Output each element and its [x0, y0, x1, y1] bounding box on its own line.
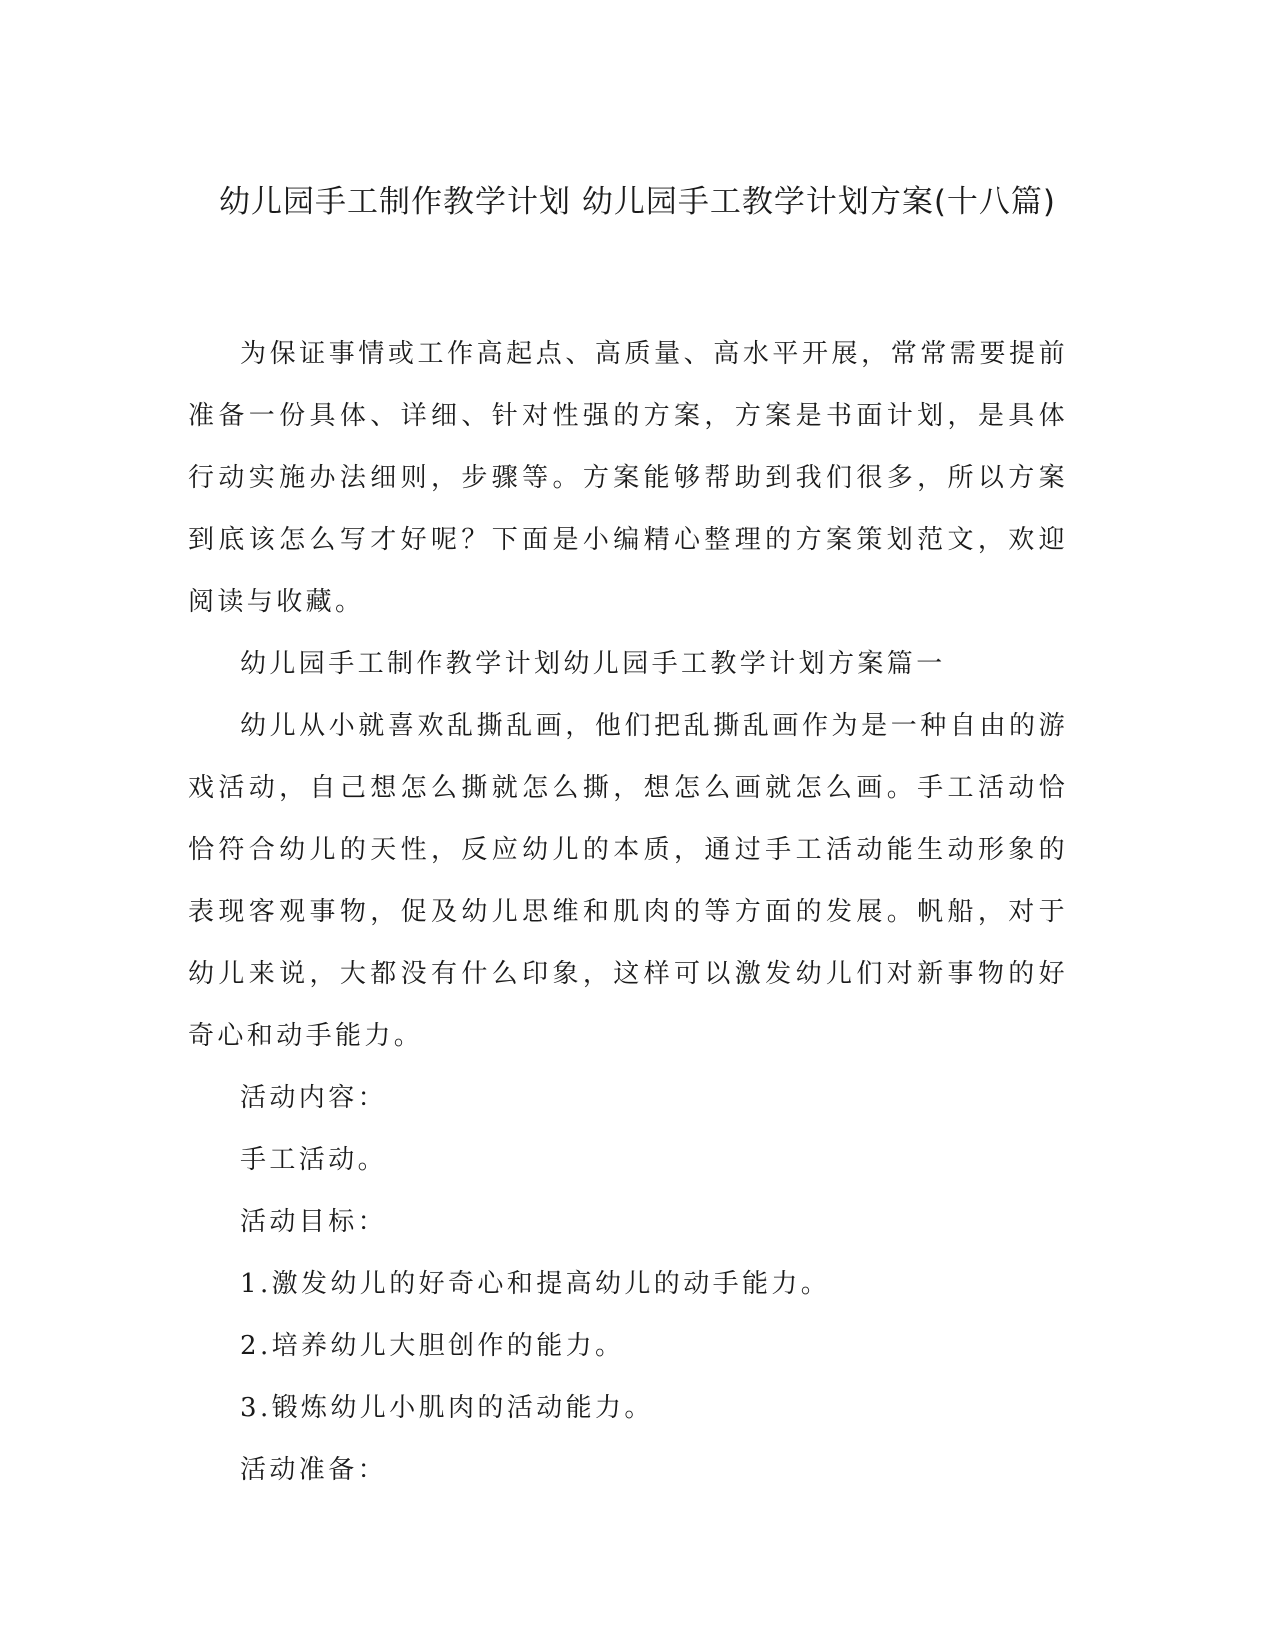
goal-item-1: 1.激发幼儿的好奇心和提高幼儿的动手能力。	[240, 1269, 831, 1299]
goal-item-3: 3.锻炼幼儿小肌肉的活动能力。	[240, 1393, 654, 1423]
activity-preparation-label: 活动准备：	[240, 1455, 388, 1485]
document-body	[188, 323, 1068, 1501]
activity-content-label: 活动内容：	[240, 1083, 388, 1113]
activity-goals-label: 活动目标：	[240, 1207, 388, 1237]
intro-paragraph: 为保证事情或工作高起点、高质量、高水平开展，常常需要提前准备一份具体、详细、针对性强的方案，方案是书面计划，是具体行动实施办法细则，步骤等。方案能够帮助到我们很多，所以方案到底该怎么写才好呢？下面是小编精心整理的方案策划范文，欢迎阅读与收藏。	[188, 339, 1068, 617]
body-paragraph: 幼儿从小就喜欢乱撕乱画，他们把乱撕乱画作为是一种自由的游戏活动，自己想怎么撕就怎么撕，想怎么画就怎么画。手工活动恰恰符合幼儿的天性，反应幼儿的本质，通过手工活动能生动形象的表现客观事物，促及幼儿思维和肌肉的等方面的发展。帆船，对于幼儿来说，大都没有什么印象，这样可以激发幼儿们对新事物的好奇心和动手能力。	[188, 711, 1068, 1051]
document-title: 幼儿园手工制作教学计划 幼儿园手工教学计划方案(十八篇)	[218, 184, 1057, 220]
activity-content-value: 手工活动。	[240, 1145, 388, 1175]
section-heading: 幼儿园手工制作教学计划幼儿园手工教学计划方案篇一	[240, 649, 946, 679]
goal-item-2: 2.培养幼儿大胆创作的能力。	[240, 1331, 625, 1361]
